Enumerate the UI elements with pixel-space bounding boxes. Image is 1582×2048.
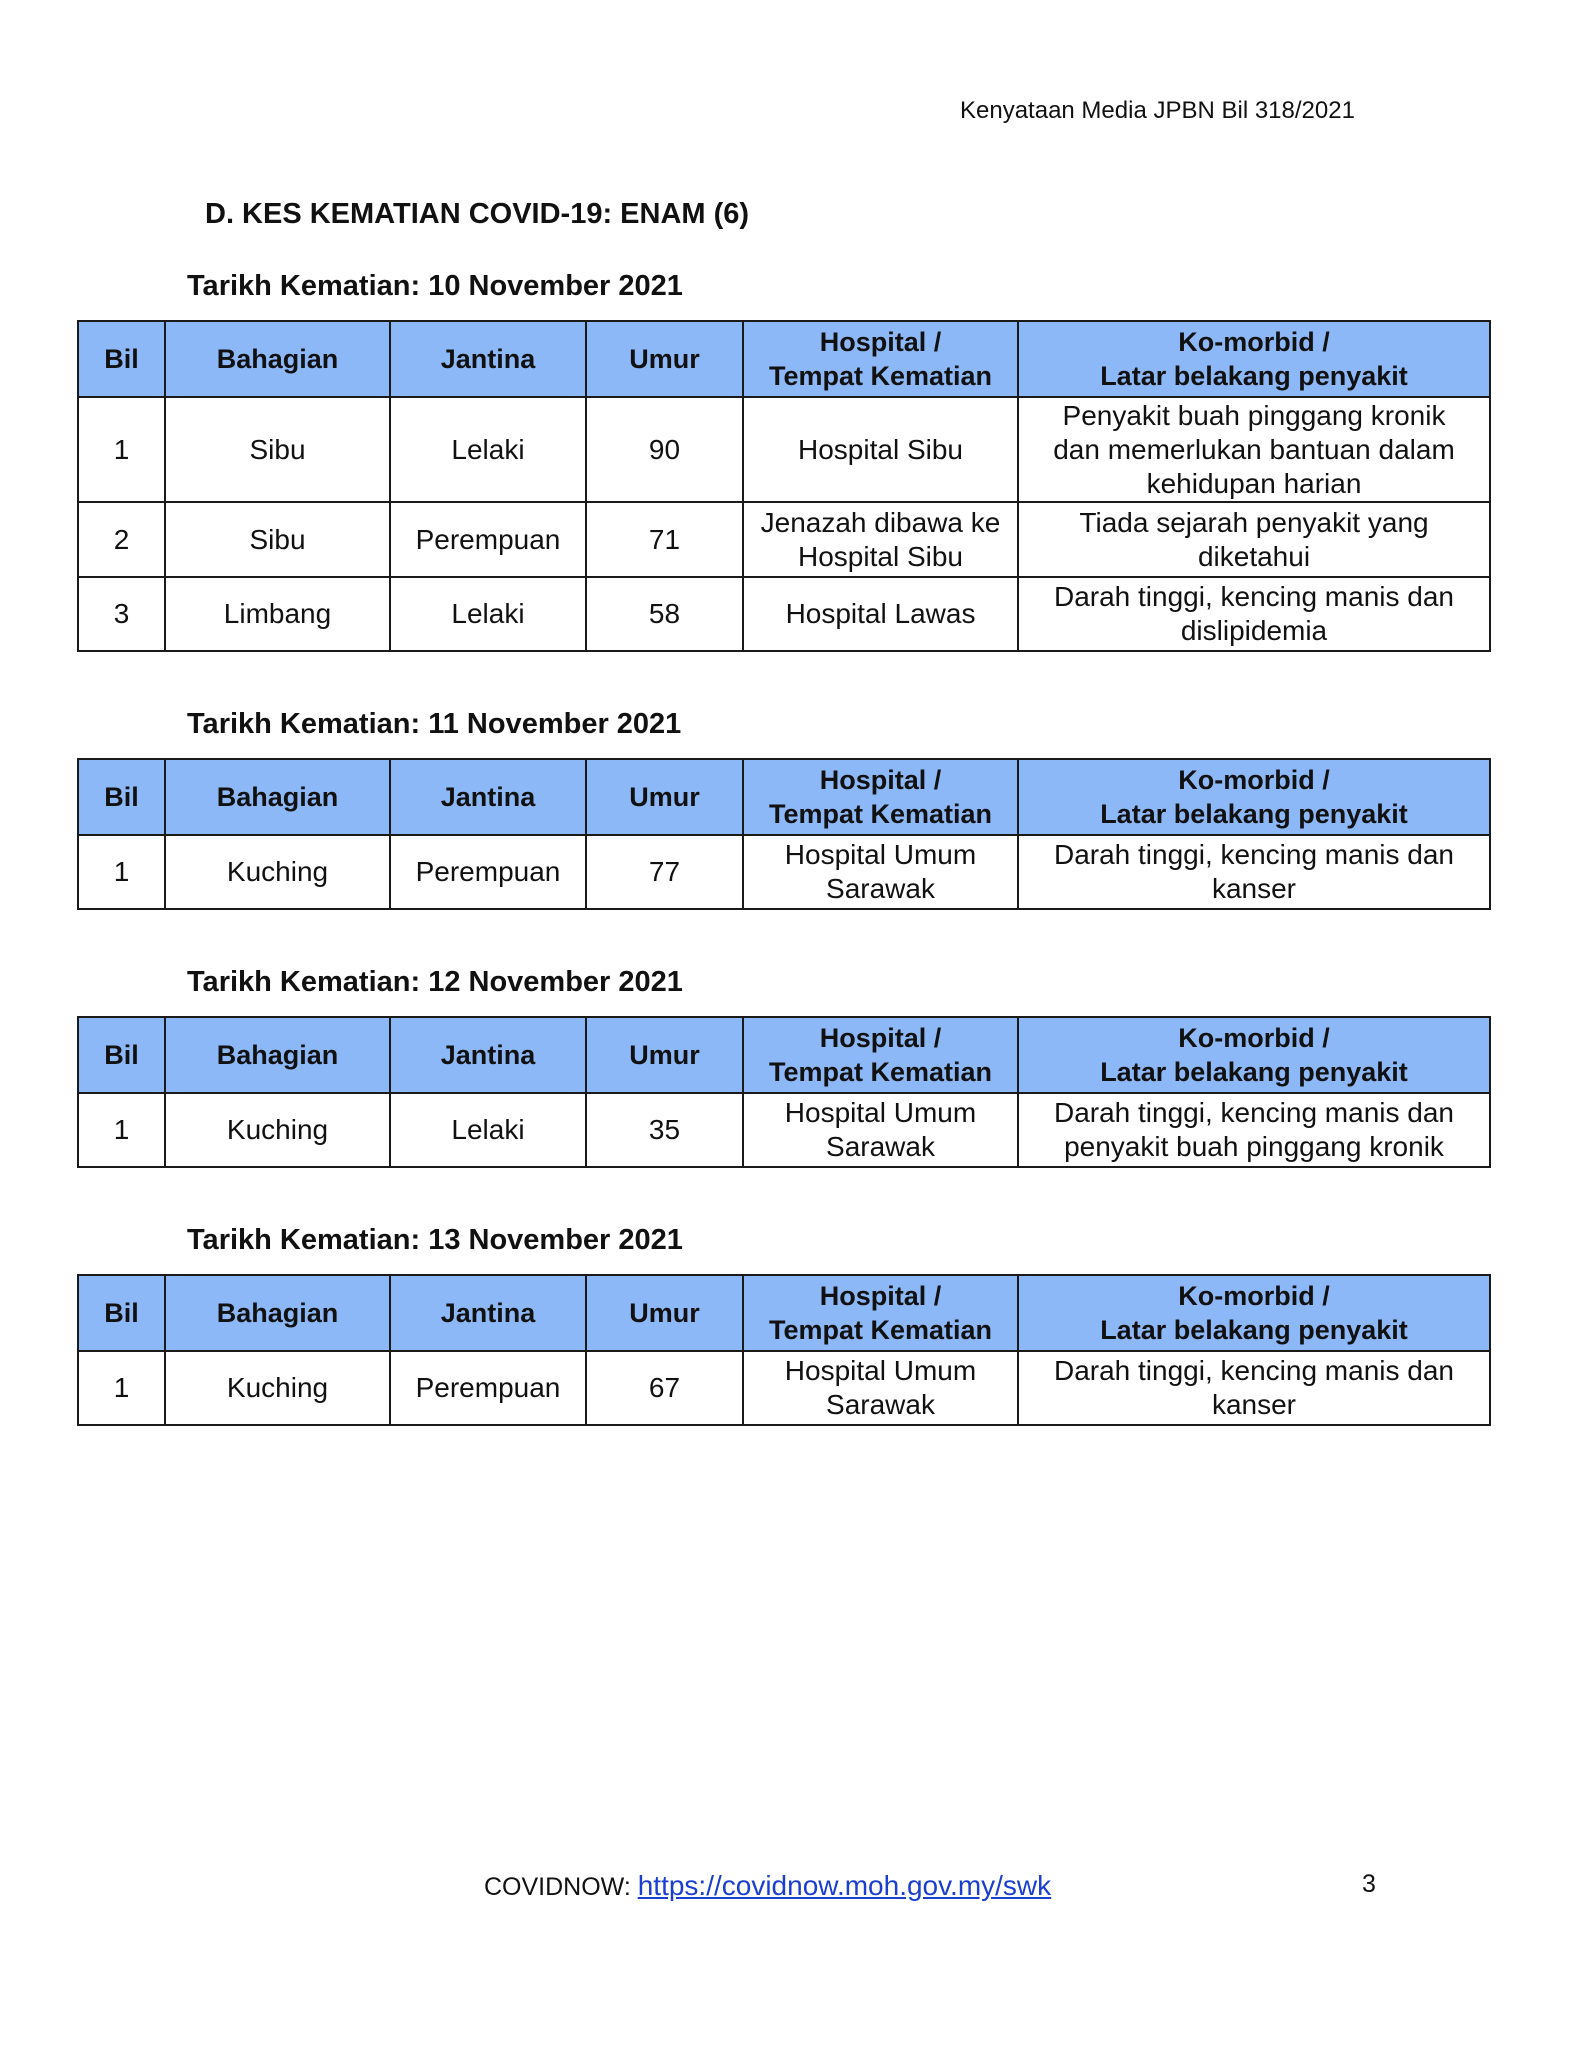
cell-umur: 67 <box>586 1351 743 1425</box>
column-header-hospital: Hospital / Tempat Kematian <box>743 1275 1018 1351</box>
column-header-jantina: Jantina <box>390 1275 586 1351</box>
column-header-umur: Umur <box>586 759 743 835</box>
table-row <box>78 577 1490 651</box>
table-row <box>78 397 1490 502</box>
cell-umur: 35 <box>586 1093 743 1167</box>
cell-komorbid: Darah tinggi, kencing manis dan kanser <box>1018 835 1490 909</box>
cell-bahagian: Kuching <box>165 1093 390 1167</box>
cell-jantina: Lelaki <box>390 577 586 651</box>
cell-bil: 1 <box>78 1351 165 1425</box>
cell-umur: 58 <box>586 577 743 651</box>
cell-hospital: Jenazah dibawa ke Hospital Sibu <box>743 502 1018 577</box>
column-header-hospital: Hospital / Tempat Kematian <box>743 759 1018 835</box>
cell-hospital: Hospital Sibu <box>743 397 1018 502</box>
cell-komorbid: Darah tinggi, kencing manis dan penyakit buah pinggang kronik <box>1018 1093 1490 1167</box>
cell-bil: 3 <box>78 577 165 651</box>
cell-hospital: Hospital Umum Sarawak <box>743 835 1018 909</box>
cell-hospital: Hospital Umum Sarawak <box>743 1351 1018 1425</box>
date-label: Tarikh Kematian: 12 November 2021 <box>187 966 683 998</box>
page-number: 3 <box>1362 1870 1376 1898</box>
death-cases-table <box>77 320 1491 652</box>
cell-komorbid: Penyakit buah pinggang kronik dan memerlukan bantuan dalam kehidupan harian <box>1018 397 1490 502</box>
section-heading: D. KES KEMATIAN COVID-19: ENAM (6) <box>205 198 750 230</box>
column-header-umur: Umur <box>586 1275 743 1351</box>
death-cases-table <box>77 1016 1491 1168</box>
date-label: Tarikh Kematian: 11 November 2021 <box>187 708 682 740</box>
cell-bil: 2 <box>78 502 165 577</box>
column-header-bil: Bil <box>78 1275 165 1351</box>
cell-komorbid: Tiada sejarah penyakit yang diketahui <box>1018 502 1490 577</box>
date-label: Tarikh Kematian: 13 November 2021 <box>187 1224 683 1256</box>
cell-bahagian: Kuching <box>165 835 390 909</box>
table-row <box>78 1351 1490 1425</box>
footer-label: COVIDNOW: <box>484 1873 638 1901</box>
cell-umur: 77 <box>586 835 743 909</box>
cell-komorbid: Darah tinggi, kencing manis dan dislipidemia <box>1018 577 1490 651</box>
cell-jantina: Lelaki <box>390 1093 586 1167</box>
column-header-komorbid: Ko-morbid / Latar belakang penyakit <box>1018 1275 1490 1351</box>
cell-bil: 1 <box>78 835 165 909</box>
column-header-jantina: Jantina <box>390 759 586 835</box>
table-row <box>78 502 1490 577</box>
column-header-komorbid: Ko-morbid / Latar belakang penyakit <box>1018 1017 1490 1093</box>
cell-komorbid: Darah tinggi, kencing manis dan kanser <box>1018 1351 1490 1425</box>
cell-jantina: Perempuan <box>390 835 586 909</box>
table-header-row <box>78 321 1490 397</box>
cell-umur: 71 <box>586 502 743 577</box>
covidnow-link[interactable]: https://covidnow.moh.gov.my/swk <box>637 1870 1052 1901</box>
cell-umur: 90 <box>586 397 743 502</box>
column-header-jantina: Jantina <box>390 1017 586 1093</box>
column-header-hospital: Hospital / Tempat Kematian <box>743 1017 1018 1093</box>
cell-bahagian: Sibu <box>165 397 390 502</box>
column-header-bil: Bil <box>78 321 165 397</box>
cell-bahagian: Kuching <box>165 1351 390 1425</box>
column-header-bahagian: Bahagian <box>165 759 390 835</box>
cell-hospital: Hospital Lawas <box>743 577 1018 651</box>
cell-jantina: Perempuan <box>390 502 586 577</box>
column-header-bahagian: Bahagian <box>165 1017 390 1093</box>
column-header-bahagian: Bahagian <box>165 1275 390 1351</box>
date-label: Tarikh Kematian: 10 November 2021 <box>187 270 683 302</box>
cell-bahagian: Limbang <box>165 577 390 651</box>
column-header-bil: Bil <box>78 1017 165 1093</box>
column-header-komorbid: Ko-morbid / Latar belakang penyakit <box>1018 321 1490 397</box>
table-header-row <box>78 1275 1490 1351</box>
table-header-row <box>78 1017 1490 1093</box>
table-header-row <box>78 759 1490 835</box>
death-cases-table <box>77 1274 1491 1426</box>
cell-bil: 1 <box>78 397 165 502</box>
table-row <box>78 835 1490 909</box>
cell-jantina: Lelaki <box>390 397 586 502</box>
footer <box>484 1870 1104 1902</box>
column-header-bahagian: Bahagian <box>165 321 390 397</box>
death-cases-table <box>77 758 1491 910</box>
column-header-bil: Bil <box>78 759 165 835</box>
cell-jantina: Perempuan <box>390 1351 586 1425</box>
cell-hospital: Hospital Umum Sarawak <box>743 1093 1018 1167</box>
column-header-umur: Umur <box>586 321 743 397</box>
cell-bahagian: Sibu <box>165 502 390 577</box>
column-header-hospital: Hospital / Tempat Kematian <box>743 321 1018 397</box>
column-header-jantina: Jantina <box>390 321 586 397</box>
table-row <box>78 1093 1490 1167</box>
column-header-umur: Umur <box>586 1017 743 1093</box>
column-header-komorbid: Ko-morbid / Latar belakang penyakit <box>1018 759 1490 835</box>
document-reference: Kenyataan Media JPBN Bil 318/2021 <box>960 97 1355 124</box>
cell-bil: 1 <box>78 1093 165 1167</box>
